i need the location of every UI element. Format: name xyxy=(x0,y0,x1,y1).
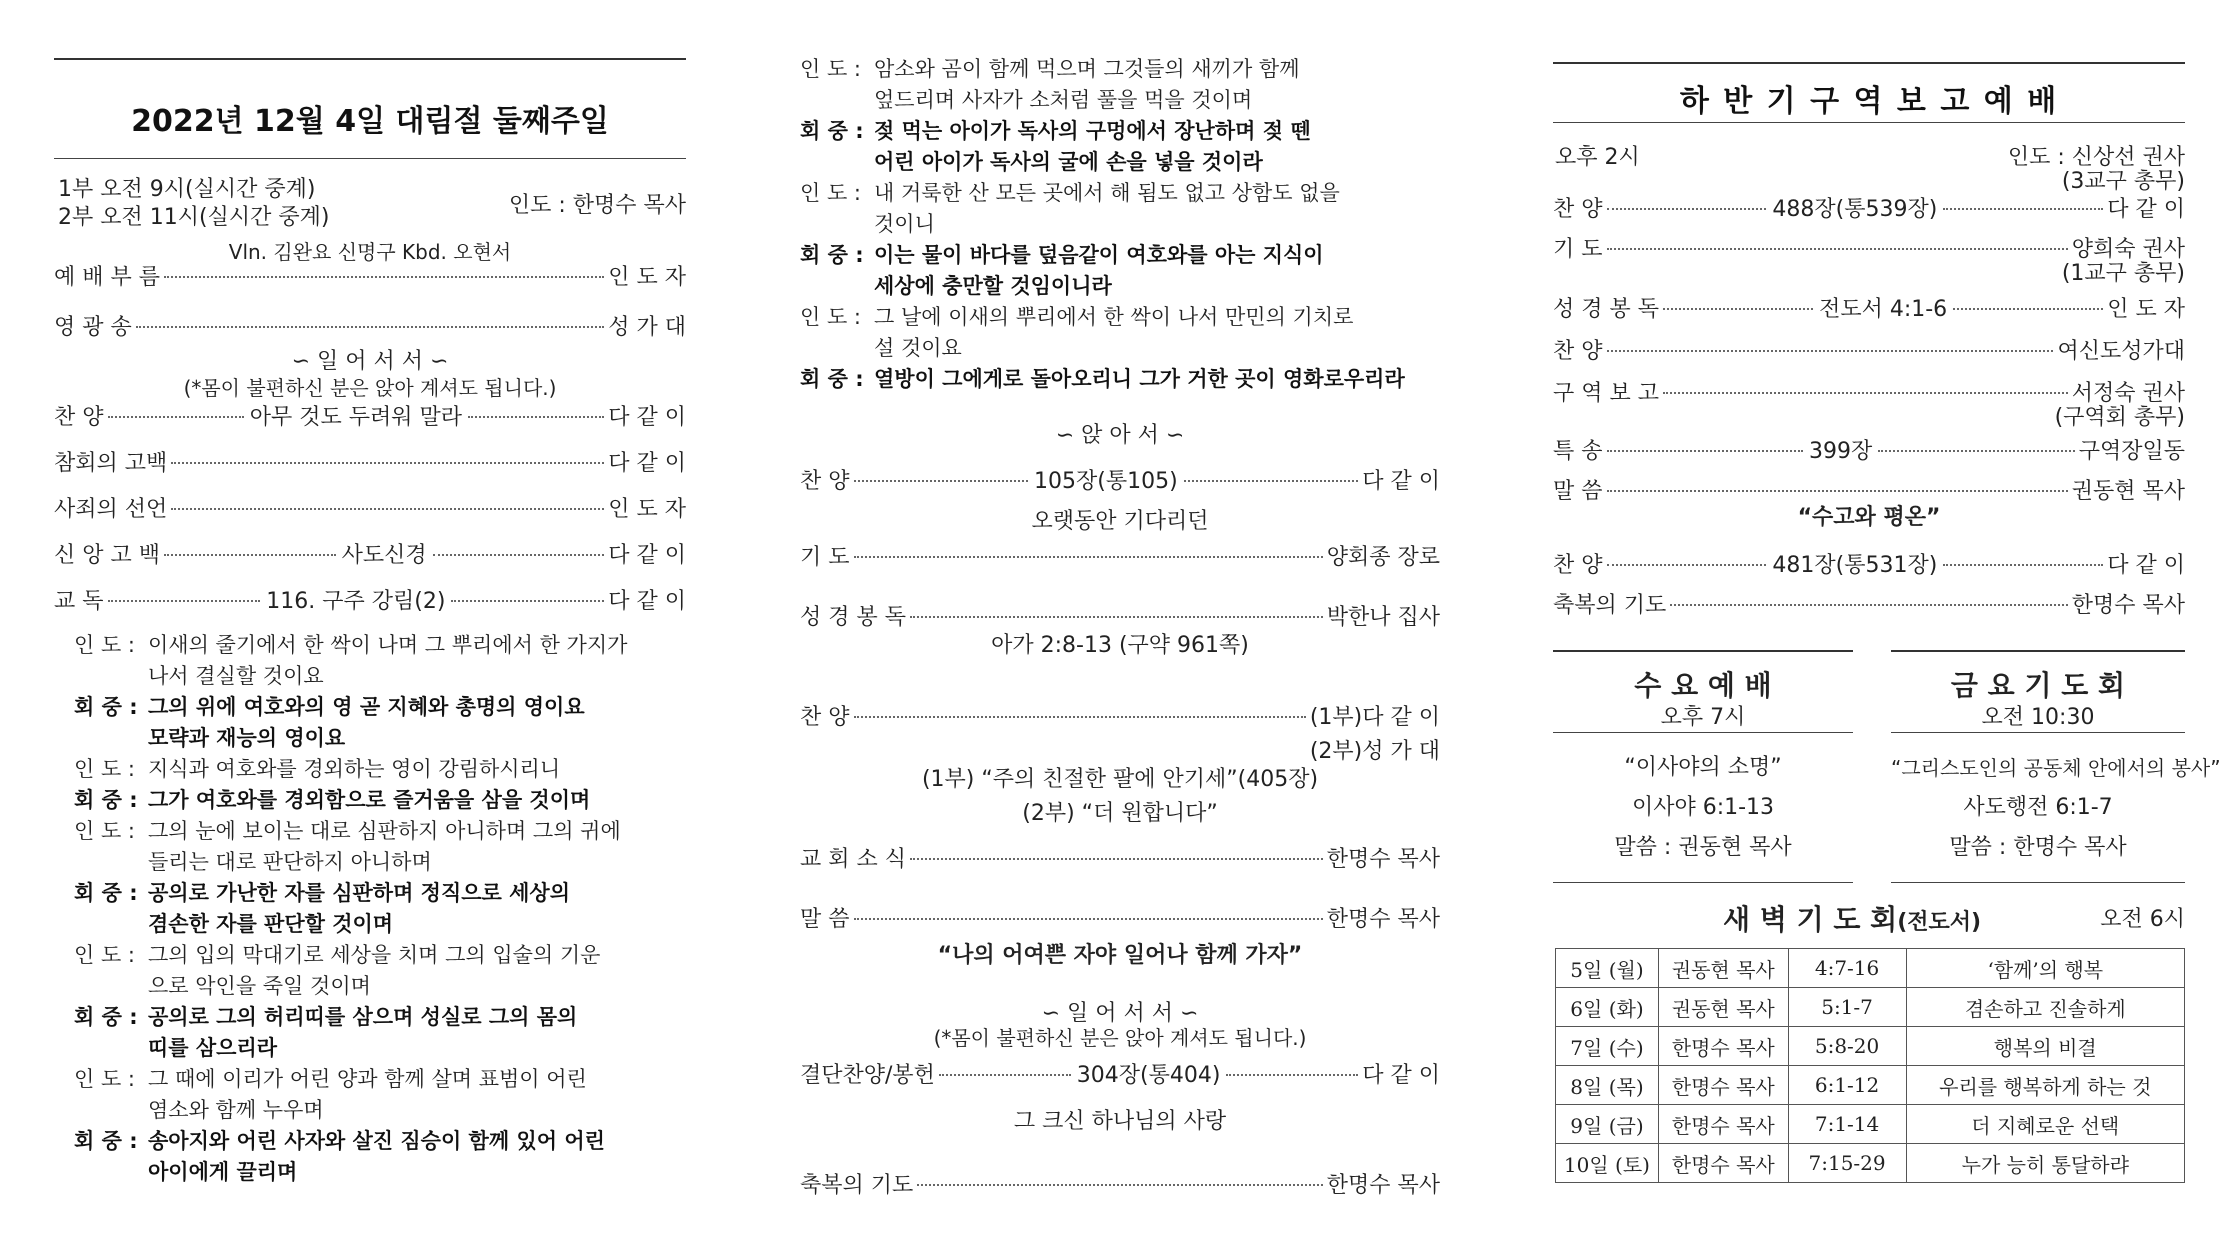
reading-text: 어린 아이가 독사의 굴에 손을 넣을 것이라 xyxy=(874,150,1263,174)
reading-text: 세상에 충만할 것임이니라 xyxy=(874,274,1112,298)
reading-line xyxy=(800,240,1440,271)
order-item: 결단찬양/봉헌 304장(통404) 다 같 이 xyxy=(800,1063,1440,1088)
reading-speaker: 회 중 : xyxy=(74,881,138,905)
reading-line xyxy=(800,178,1440,209)
order-item: 찬 양 481장(통531장) 다 같 이 xyxy=(1553,553,2185,578)
sermon-title: “나의 어여쁜 자야 일어나 함께 가자” xyxy=(937,943,1303,968)
reading-line xyxy=(74,1033,686,1064)
anthem-title-2: (2부) “더 원합니다” xyxy=(1022,801,1218,826)
order-item: 신 앙 고 백 사도신경 다 같 이 xyxy=(54,543,687,568)
schedule-cell-topic: 누가 능히 통달하랴 xyxy=(1906,1144,2184,1183)
reading-line xyxy=(74,1157,686,1188)
order-item: 기 도 양회종 장로 xyxy=(800,545,1440,570)
reading-text: 그 때에 이리가 어린 양과 함께 살며 표범이 어린 xyxy=(148,1067,587,1091)
reading-speaker: 회 중 : xyxy=(74,1129,138,1153)
reading-text: 그 날에 이새의 뿌리에서 한 싹이 나서 만민의 기치로 xyxy=(874,305,1354,329)
schedule-cell-day: 9일 (금) xyxy=(1556,1105,1659,1144)
reading-line xyxy=(800,85,1440,116)
reading-line xyxy=(800,116,1440,147)
reading-text: 나서 결실할 것이요 xyxy=(148,664,324,688)
order-item-anthem: 찬 양 (1부)다 같 이 (2부)성 가 대 xyxy=(800,705,1440,764)
order-item: 성 경 봉 독 박한나 집사 xyxy=(800,605,1440,630)
district-leader-note: (3교구 총무) xyxy=(2061,169,2185,194)
reading-text: 암소와 곰이 함께 먹으며 그것들의 새끼가 함께 xyxy=(874,57,1300,81)
table-row xyxy=(1556,1027,2185,1066)
schedule-cell-preacher: 권동현 목사 xyxy=(1658,988,1788,1027)
table-row xyxy=(1556,1066,2185,1105)
friday-time: 오전 10:30 xyxy=(1981,705,2095,730)
dawn-prayer-schedule-table xyxy=(1555,948,2185,1183)
order-item: 교 독 116. 구주 강림(2) 다 같 이 xyxy=(54,589,686,614)
reading-speaker xyxy=(74,1157,148,1188)
reading-speaker: 회 중 : xyxy=(74,788,138,812)
top-rule xyxy=(1553,62,2185,64)
table-row xyxy=(1556,988,2185,1027)
order-item: 사죄의 선언 인 도 자 xyxy=(54,497,686,522)
reading-line xyxy=(74,816,686,847)
reading-speaker xyxy=(74,971,148,1002)
reading-speaker: 인 도 : xyxy=(74,633,135,657)
reading-text: 공의로 그의 허리띠를 삼으며 성실로 그의 몸의 xyxy=(148,1005,578,1029)
reading-line xyxy=(74,1095,686,1126)
table-row xyxy=(1556,1105,2185,1144)
reading-line xyxy=(74,909,686,940)
reading-speaker xyxy=(800,333,874,364)
musicians: Vln. 김완요 신명구 Kbd. 오현서 xyxy=(228,240,512,264)
order-item: 참회의 고백 다 같 이 xyxy=(54,451,686,476)
column-announcements xyxy=(1553,0,2221,1234)
schedule-cell-day: 5일 (월) xyxy=(1556,949,1659,988)
reading-speaker: 회 중 : xyxy=(800,119,864,143)
schedule-cell-preacher: 한명수 목사 xyxy=(1658,1027,1788,1066)
reading-speaker: 회 중 : xyxy=(74,1005,138,1029)
reading-speaker: 회 중 : xyxy=(800,243,864,267)
order-item: 교 회 소 식 한명수 목사 xyxy=(800,847,1440,872)
reading-text: 공의로 가난한 자를 심판하며 정직으로 세상의 xyxy=(148,881,570,905)
schedule-cell-preacher: 권동현 목사 xyxy=(1658,949,1788,988)
dawn-prayer-time: 오전 6시 xyxy=(2100,907,2185,932)
reading-speaker xyxy=(74,847,148,878)
reading-speaker: 인 도 : xyxy=(74,757,135,781)
schedule-cell-preacher: 한명수 목사 xyxy=(1658,1066,1788,1105)
district-service-leader: 인도 : 신상선 권사 xyxy=(2007,145,2185,170)
reading-line xyxy=(74,754,686,785)
reading-speaker xyxy=(74,723,148,754)
order-item: 찬 양 아무 것도 두려워 말라 다 같 이 xyxy=(54,405,686,430)
reading-line xyxy=(800,302,1440,333)
order-item: 말 씀 권동현 목사 xyxy=(1553,479,2185,504)
reading-line xyxy=(74,847,686,878)
reading-text: 것이니 xyxy=(874,212,935,236)
schedule-cell-ref: 7:15-29 xyxy=(1788,1144,1906,1183)
service-time-2: 2부 오전 11시(실시간 중계) xyxy=(58,205,330,230)
wednesday-time: 오후 7시 xyxy=(1660,705,1746,730)
reading-text: 그가 여호와를 경외함으로 즐거움을 삼을 것이며 xyxy=(148,788,591,812)
reading-text: 엎드리며 사자가 소처럼 풀을 먹을 것이며 xyxy=(874,88,1253,112)
reading-line xyxy=(800,147,1440,178)
order-item: 영 광 송 성 가 대 xyxy=(54,315,686,340)
reading-line xyxy=(800,54,1440,85)
wednesday-title: 수 요 예 배 xyxy=(1634,669,1772,702)
reading-text: 지식과 여호와를 경외하는 영이 강림하시리니 xyxy=(148,757,561,781)
wednesday-sermon: “이사야의 소명” xyxy=(1624,755,1782,780)
reading-line xyxy=(800,333,1440,364)
reading-line xyxy=(74,723,686,754)
reading-speaker: 인 도 : xyxy=(74,1067,135,1091)
reading-line xyxy=(74,692,686,723)
schedule-cell-preacher: 한명수 목사 xyxy=(1658,1144,1788,1183)
page-title: 2022년 12월 4일 대림절 둘째주일 xyxy=(131,104,609,139)
district-sermon-title: “수고와 평온” xyxy=(1797,505,1941,530)
reading-speaker xyxy=(74,1033,148,1064)
column-sunday-service xyxy=(54,0,686,1234)
prayer-note: (1교구 총무) xyxy=(2061,261,2185,286)
reading-line xyxy=(800,364,1440,395)
schedule-cell-day: 6일 (화) xyxy=(1556,988,1659,1027)
reading-speaker: 회 중 : xyxy=(800,367,864,391)
reading-line xyxy=(74,1002,686,1033)
title-rule xyxy=(1553,122,2185,123)
order-item: 찬 양 105장(통105) 다 같 이 xyxy=(800,469,1440,494)
stand-instruction: ∽ 일 어 서 서 ∽ xyxy=(1041,1001,1199,1026)
wednesday-reference: 이사야 6:1-13 xyxy=(1631,795,1775,820)
reading-line xyxy=(74,971,686,1002)
order-item: 구 역 보 고 서정숙 권사 xyxy=(1553,381,2185,406)
reading-line xyxy=(74,630,686,661)
order-item: 찬 양 여신도성가대 xyxy=(1553,339,2185,364)
schedule-cell-ref: 4:7-16 xyxy=(1788,949,1906,988)
order-item: 예 배 부 름 인 도 자 xyxy=(54,265,686,290)
reading-speaker: 인 도 : xyxy=(800,305,861,329)
schedule-cell-ref: 5:8-20 xyxy=(1788,1027,1906,1066)
reading-text: 이새의 줄기에서 한 싹이 나며 그 뿌리에서 한 가지가 xyxy=(148,633,628,657)
reading-speaker: 회 중 : xyxy=(74,695,138,719)
schedule-cell-topic: 우리를 행복하게 하는 것 xyxy=(1906,1066,2184,1105)
schedule-cell-topic: 겸손하고 진솔하게 xyxy=(1906,988,2184,1027)
reading-speaker: 인 도 : xyxy=(74,819,135,843)
schedule-cell-preacher: 한명수 목사 xyxy=(1658,1105,1788,1144)
reading-text: 으로 악인을 죽일 것이며 xyxy=(148,974,371,998)
reading-line xyxy=(74,940,686,971)
reading-text: 겸손한 자를 판단할 것이며 xyxy=(148,912,394,936)
schedule-cell-ref: 7:1-14 xyxy=(1788,1105,1906,1144)
hymn-title: 오랫동안 기다리던 xyxy=(1031,509,1209,534)
title-rule xyxy=(54,158,686,159)
responsive-reading-continued xyxy=(800,54,1440,395)
wednesday-preacher: 말씀 : 권동현 목사 xyxy=(1614,835,1792,860)
reading-speaker xyxy=(74,1095,148,1126)
reading-speaker: 인 도 : xyxy=(74,943,135,967)
reading-text: 이는 물이 바다를 덮음같이 여호와를 아는 지식이 xyxy=(874,243,1324,267)
reading-speaker xyxy=(800,147,874,178)
reading-speaker xyxy=(74,909,148,940)
stand-instruction: ∽ 일 어 서 서 ∽ xyxy=(291,349,449,374)
reading-speaker xyxy=(800,209,874,240)
stand-note: (*몸이 불편하신 분은 앉아 계셔도 됩니다.) xyxy=(933,1026,1307,1050)
friday-prayer-box xyxy=(1891,650,2221,886)
reading-text: 그의 위에 여호와의 영 곧 지혜와 총명의 영이요 xyxy=(148,695,585,719)
reading-line xyxy=(74,1126,686,1157)
reading-speaker: 인 도 : xyxy=(800,57,861,81)
reading-text: 열방이 그에게로 돌아오리니 그가 거한 곳이 영화로우리라 xyxy=(874,367,1405,391)
district-service-time: 오후 2시 xyxy=(1555,145,1640,170)
anthem-title-1: (1부) “주의 친절한 팔에 안기세”(405장) xyxy=(921,767,1319,792)
service-leader: 인도 : 한명수 목사 xyxy=(508,193,686,218)
reading-speaker xyxy=(74,661,148,692)
order-item: 찬 양 488장(통539장) 다 같 이 xyxy=(1553,197,2185,222)
schedule-cell-topic: 더 지혜로운 선택 xyxy=(1906,1105,2184,1144)
dawn-prayer-title: 새 벽 기 도 회(전도서) xyxy=(1723,903,1982,936)
reading-line xyxy=(74,878,686,909)
table-row xyxy=(1556,1144,2185,1183)
schedule-cell-topic: 행복의 비결 xyxy=(1906,1027,2184,1066)
column-service-continued xyxy=(800,0,1440,1234)
friday-preacher: 말씀 : 한명수 목사 xyxy=(1949,835,2127,860)
sit-instruction: ∽ 앉 아 서 ∽ xyxy=(1055,423,1185,448)
reading-line xyxy=(800,271,1440,302)
reading-text: 들리는 대로 판단하지 아니하며 xyxy=(148,850,432,874)
reading-text: 그의 입의 막대기로 세상을 치며 그의 입술의 기운 xyxy=(148,943,601,967)
schedule-cell-ref: 5:1-7 xyxy=(1788,988,1906,1027)
friday-sermon: “그리스도인의 공동체 안에서의 봉사” xyxy=(1891,756,2221,780)
schedule-cell-topic: ‘함께’의 행복 xyxy=(1906,949,2184,988)
district-service-title: 하 반 기 구 역 보 고 예 배 xyxy=(1679,84,2059,119)
reading-text: 설 것이요 xyxy=(874,336,962,360)
scripture-reference: 아가 2:8-13 (구약 961쪽) xyxy=(991,633,1249,658)
wednesday-service-box xyxy=(1553,650,1853,886)
offering-hymn-title: 그 크신 하나님의 사랑 xyxy=(1013,1109,1227,1134)
schedule-cell-day: 8일 (목) xyxy=(1556,1066,1659,1105)
schedule-cell-ref: 6:1-12 xyxy=(1788,1066,1906,1105)
order-item: 말 씀 한명수 목사 xyxy=(800,907,1440,932)
order-item: 축복의 기도 한명수 목사 xyxy=(800,1173,1440,1198)
schedule-cell-day: 10일 (토) xyxy=(1556,1144,1659,1183)
schedule-cell-day: 7일 (수) xyxy=(1556,1027,1659,1066)
order-item: 특 송 399장 구역장일동 xyxy=(1553,439,2186,464)
stand-note: (*몸이 불편하신 분은 앉아 계셔도 됩니다.) xyxy=(183,376,557,400)
service-time-1: 1부 오전 9시(실시간 중계) xyxy=(58,177,316,202)
top-rule xyxy=(54,58,686,60)
order-item: 기 도 양희숙 권사 xyxy=(1553,237,2185,262)
reading-speaker xyxy=(800,271,874,302)
table-row xyxy=(1556,949,2185,988)
reading-line xyxy=(74,661,686,692)
reading-speaker: 인 도 : xyxy=(800,181,861,205)
reading-speaker xyxy=(800,85,874,116)
reading-text: 모략과 재능의 영이요 xyxy=(148,726,346,750)
order-item: 축복의 기도 한명수 목사 xyxy=(1553,593,2185,618)
reading-text: 젖 먹는 아이가 독사의 구멍에서 장난하며 젖 뗀 xyxy=(874,119,1311,143)
reading-line xyxy=(800,209,1440,240)
reading-line xyxy=(74,1064,686,1095)
reading-text: 띠를 삼으리라 xyxy=(148,1036,278,1060)
reading-text: 염소와 함께 누우며 xyxy=(148,1098,324,1122)
reading-text: 송아지와 어린 사자와 살진 짐승이 함께 있어 어린 xyxy=(148,1129,605,1153)
friday-title: 금 요 기 도 회 xyxy=(1950,669,2126,702)
reading-text: 내 거룩한 산 모든 곳에서 해 됨도 없고 상함도 없을 xyxy=(874,181,1340,205)
report-note: (구역회 총무) xyxy=(2054,405,2185,430)
reading-text: 그의 눈에 보이는 대로 심판하지 아니하며 그의 귀에 xyxy=(148,819,621,843)
reading-line xyxy=(74,785,686,816)
order-item: 성 경 봉 독 전도서 4:1-6 인 도 자 xyxy=(1553,297,2185,322)
friday-reference: 사도행전 6:1-7 xyxy=(1963,795,2113,820)
reading-text: 아이에게 끌리며 xyxy=(148,1160,298,1184)
responsive-reading xyxy=(74,630,686,1188)
